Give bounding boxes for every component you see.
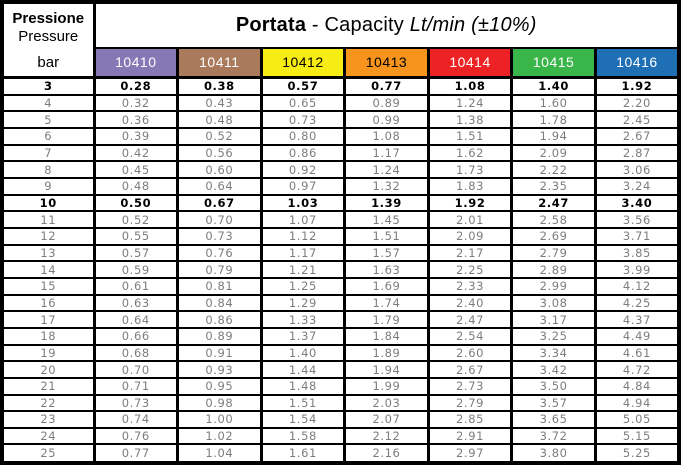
capacity-cell: 0.61 — [94, 278, 178, 295]
capacity-cell: 1.07 — [261, 211, 345, 228]
column-header-10410: 10410 — [94, 48, 178, 78]
capacity-cell: 2.16 — [345, 444, 429, 462]
capacity-cell: 3.17 — [512, 311, 596, 328]
table-row — [2, 95, 679, 112]
column-header-10412: 10412 — [261, 48, 345, 78]
capacity-cell: 3.99 — [595, 261, 679, 278]
capacity-cell: 0.52 — [94, 211, 178, 228]
capacity-cell: 4.25 — [595, 295, 679, 312]
capacity-cell: 1.37 — [261, 328, 345, 345]
capacity-cell: 2.69 — [512, 228, 596, 245]
table-title — [94, 2, 679, 48]
capacity-cell: 4.61 — [595, 345, 679, 362]
pressure-cell: 3 — [2, 78, 94, 95]
capacity-cell: 3.80 — [512, 444, 596, 462]
capacity-cell: 0.64 — [94, 311, 178, 328]
capacity-cell: 1.73 — [428, 161, 512, 178]
capacity-cell: 3.40 — [595, 195, 679, 212]
capacity-cell: 1.39 — [345, 195, 429, 212]
pressure-label-en: Pressure — [18, 28, 79, 45]
capacity-cell: 0.67 — [178, 195, 262, 212]
capacity-cell: 0.60 — [178, 161, 262, 178]
capacity-cell: 0.64 — [178, 178, 262, 195]
capacity-cell: 0.71 — [94, 378, 178, 395]
pressure-cell: 11 — [2, 211, 94, 228]
capacity-cell: 2.89 — [512, 261, 596, 278]
capacity-cell: 0.43 — [178, 95, 262, 112]
capacity-cell: 3.42 — [512, 361, 596, 378]
pressure-cell: 18 — [2, 328, 94, 345]
capacity-cell: 1.44 — [261, 361, 345, 378]
capacity-cell: 3.65 — [512, 411, 596, 428]
capacity-cell: 2.54 — [428, 328, 512, 345]
column-header-10416: 10416 — [595, 48, 679, 78]
capacity-cell: 2.07 — [345, 411, 429, 428]
capacity-cell: 0.68 — [94, 345, 178, 362]
capacity-cell: 2.45 — [595, 111, 679, 128]
capacity-cell: 5.15 — [595, 428, 679, 445]
table-row — [2, 311, 679, 328]
capacity-cell: 2.79 — [428, 395, 512, 412]
capacity-cell: 0.79 — [178, 261, 262, 278]
capacity-cell: 1.32 — [345, 178, 429, 195]
capacity-cell: 1.48 — [261, 378, 345, 395]
capacity-cell: 0.48 — [94, 178, 178, 195]
column-header-10414: 10414 — [428, 48, 512, 78]
capacity-cell: 2.58 — [512, 211, 596, 228]
pressure-cell: 5 — [2, 111, 94, 128]
capacity-cell: 1.21 — [261, 261, 345, 278]
table-row — [2, 428, 679, 445]
capacity-cell: 1.61 — [261, 444, 345, 462]
capacity-cell: 0.56 — [178, 145, 262, 162]
capacity-cell: 0.74 — [94, 411, 178, 428]
capacity-cell: 0.73 — [94, 395, 178, 412]
column-header-10411: 10411 — [178, 48, 262, 78]
capacity-cell: 0.36 — [94, 111, 178, 128]
capacity-cell: 0.73 — [178, 228, 262, 245]
pressure-cell: 23 — [2, 411, 94, 428]
capacity-cell: 2.33 — [428, 278, 512, 295]
capacity-cell: 0.95 — [178, 378, 262, 395]
pressure-cell: 12 — [2, 228, 94, 245]
capacity-cell: 0.55 — [94, 228, 178, 245]
pressure-cell: 25 — [2, 444, 94, 462]
capacity-cell: 0.76 — [94, 428, 178, 445]
pressure-cell: 9 — [2, 178, 94, 195]
table-row — [2, 111, 679, 128]
title-bold: Portata — [235, 13, 307, 36]
capacity-cell: 2.99 — [512, 278, 596, 295]
pressure-cell: 21 — [2, 378, 94, 395]
capacity-cell: 3.72 — [512, 428, 596, 445]
capacity-cell: 4.12 — [595, 278, 679, 295]
capacity-cell: 0.89 — [178, 328, 262, 345]
table-row — [2, 361, 679, 378]
capacity-cell: 1.54 — [261, 411, 345, 428]
table-row — [2, 395, 679, 412]
pressure-header — [2, 2, 94, 78]
capacity-cell: 4.94 — [595, 395, 679, 412]
capacity-cell: 1.24 — [428, 95, 512, 112]
bar-unit-label: bar — [37, 54, 60, 71]
table-row — [2, 161, 679, 178]
pressure-cell: 4 — [2, 95, 94, 112]
table-row — [2, 411, 679, 428]
capacity-cell: 3.71 — [595, 228, 679, 245]
capacity-cell: 2.79 — [512, 245, 596, 262]
capacity-cell: 1.92 — [428, 195, 512, 212]
capacity-cell: 1.94 — [345, 361, 429, 378]
capacity-cell: 1.60 — [512, 95, 596, 112]
capacity-cell: 1.40 — [512, 78, 596, 95]
capacity-cell: 2.17 — [428, 245, 512, 262]
capacity-cell: 2.01 — [428, 211, 512, 228]
capacity-cell: 1.62 — [428, 145, 512, 162]
capacity-cell: 1.51 — [345, 228, 429, 245]
pressure-label-it: Pressione — [12, 10, 85, 27]
capacity-cell: 2.87 — [595, 145, 679, 162]
table-row — [2, 378, 679, 395]
capacity-cell: 0.73 — [261, 111, 345, 128]
table-row — [2, 145, 679, 162]
capacity-cell: 1.03 — [261, 195, 345, 212]
capacity-cell: 0.98 — [178, 395, 262, 412]
table-row — [2, 195, 679, 212]
pressure-cell: 15 — [2, 278, 94, 295]
capacity-cell: 1.99 — [345, 378, 429, 395]
capacity-cell: 0.92 — [261, 161, 345, 178]
capacity-cell: 0.77 — [94, 444, 178, 462]
capacity-cell: 1.84 — [345, 328, 429, 345]
capacity-cell: 1.04 — [178, 444, 262, 462]
capacity-cell: 1.51 — [428, 128, 512, 145]
capacity-cell: 2.67 — [595, 128, 679, 145]
title-row — [2, 2, 679, 48]
capacity-cell: 1.69 — [345, 278, 429, 295]
table-row — [2, 211, 679, 228]
capacity-cell: 0.93 — [178, 361, 262, 378]
capacity-cell: 2.60 — [428, 345, 512, 362]
model-header-row — [2, 48, 679, 78]
capacity-cell: 0.70 — [94, 361, 178, 378]
capacity-cell: 0.28 — [94, 78, 178, 95]
capacity-cell: 4.84 — [595, 378, 679, 395]
capacity-cell: 1.51 — [261, 395, 345, 412]
capacity-cell: 0.80 — [261, 128, 345, 145]
capacity-cell: 0.32 — [94, 95, 178, 112]
capacity-cell: 1.83 — [428, 178, 512, 195]
capacity-cell: 1.45 — [345, 211, 429, 228]
column-header-10415: 10415 — [512, 48, 596, 78]
capacity-cell: 2.67 — [428, 361, 512, 378]
capacity-cell: 3.56 — [595, 211, 679, 228]
table-row — [2, 128, 679, 145]
table-row — [2, 278, 679, 295]
capacity-cell: 0.59 — [94, 261, 178, 278]
capacity-cell: 5.05 — [595, 411, 679, 428]
pressure-cell: 24 — [2, 428, 94, 445]
capacity-cell: 2.22 — [512, 161, 596, 178]
capacity-cell: 0.70 — [178, 211, 262, 228]
capacity-cell: 0.66 — [94, 328, 178, 345]
capacity-cell: 2.20 — [595, 95, 679, 112]
capacity-cell: 0.99 — [345, 111, 429, 128]
capacity-cell: 0.84 — [178, 295, 262, 312]
capacity-cell: 1.94 — [512, 128, 596, 145]
capacity-cell: 0.86 — [261, 145, 345, 162]
table-row — [2, 444, 679, 462]
capacity-cell: 2.47 — [428, 311, 512, 328]
capacity-cell: 1.17 — [261, 245, 345, 262]
capacity-cell: 1.00 — [178, 411, 262, 428]
pressure-cell: 10 — [2, 195, 94, 212]
title-regular: - Capacity — [306, 13, 410, 36]
capacity-cell: 2.40 — [428, 295, 512, 312]
capacity-cell: 1.08 — [345, 128, 429, 145]
capacity-cell: 2.91 — [428, 428, 512, 445]
pressure-cell: 8 — [2, 161, 94, 178]
capacity-cell: 3.50 — [512, 378, 596, 395]
capacity-cell: 0.52 — [178, 128, 262, 145]
capacity-cell: 0.39 — [94, 128, 178, 145]
column-header-10413: 10413 — [345, 48, 429, 78]
table-row — [2, 228, 679, 245]
capacity-cell: 0.91 — [178, 345, 262, 362]
capacity-cell: 1.38 — [428, 111, 512, 128]
capacity-cell: 0.50 — [94, 195, 178, 212]
pressure-cell: 16 — [2, 295, 94, 312]
capacity-cell: 1.08 — [428, 78, 512, 95]
capacity-cell: 4.72 — [595, 361, 679, 378]
pressure-cell: 6 — [2, 128, 94, 145]
capacity-cell: 1.78 — [512, 111, 596, 128]
capacity-cell: 0.63 — [94, 295, 178, 312]
capacity-cell: 2.73 — [428, 378, 512, 395]
capacity-cell: 0.89 — [345, 95, 429, 112]
table-row — [2, 295, 679, 312]
capacity-cell: 3.85 — [595, 245, 679, 262]
capacity-cell: 1.92 — [595, 78, 679, 95]
pressure-cell: 22 — [2, 395, 94, 412]
capacity-cell: 0.42 — [94, 145, 178, 162]
capacity-cell: 1.89 — [345, 345, 429, 362]
capacity-cell: 2.09 — [428, 228, 512, 245]
capacity-cell: 0.76 — [178, 245, 262, 262]
capacity-cell: 5.25 — [595, 444, 679, 462]
capacity-cell: 0.65 — [261, 95, 345, 112]
table-row — [2, 328, 679, 345]
capacity-cell: 1.57 — [345, 245, 429, 262]
capacity-cell: 0.48 — [178, 111, 262, 128]
capacity-cell: 1.24 — [345, 161, 429, 178]
capacity-cell: 0.57 — [94, 245, 178, 262]
capacity-cell: 3.57 — [512, 395, 596, 412]
capacity-cell: 0.97 — [261, 178, 345, 195]
capacity-cell: 2.25 — [428, 261, 512, 278]
table-row — [2, 245, 679, 262]
pressure-cell: 19 — [2, 345, 94, 362]
capacity-cell: 1.63 — [345, 261, 429, 278]
capacity-cell: 1.29 — [261, 295, 345, 312]
table-row — [2, 178, 679, 195]
table-row — [2, 345, 679, 362]
title-italic: Lt/min (±10%) — [409, 13, 537, 36]
capacity-cell: 3.08 — [512, 295, 596, 312]
capacity-cell: 1.58 — [261, 428, 345, 445]
pressure-cell: 14 — [2, 261, 94, 278]
capacity-cell: 1.40 — [261, 345, 345, 362]
capacity-cell: 0.38 — [178, 78, 262, 95]
capacity-cell: 2.85 — [428, 411, 512, 428]
capacity-cell: 3.25 — [512, 328, 596, 345]
pressure-cell: 20 — [2, 361, 94, 378]
capacity-cell: 1.17 — [345, 145, 429, 162]
capacity-cell: 2.03 — [345, 395, 429, 412]
capacity-cell: 0.45 — [94, 161, 178, 178]
capacity-cell: 0.81 — [178, 278, 262, 295]
table-row — [2, 261, 679, 278]
capacity-cell: 4.37 — [595, 311, 679, 328]
table-row — [2, 78, 679, 95]
capacity-cell: 3.06 — [595, 161, 679, 178]
capacity-cell: 2.09 — [512, 145, 596, 162]
capacity-cell: 1.74 — [345, 295, 429, 312]
capacity-cell: 1.79 — [345, 311, 429, 328]
capacity-cell: 2.97 — [428, 444, 512, 462]
capacity-cell: 0.77 — [345, 78, 429, 95]
capacity-cell: 1.02 — [178, 428, 262, 445]
capacity-cell: 0.86 — [178, 311, 262, 328]
pressure-cell: 7 — [2, 145, 94, 162]
pressure-cell: 17 — [2, 311, 94, 328]
capacity-cell: 2.47 — [512, 195, 596, 212]
capacity-cell: 1.25 — [261, 278, 345, 295]
capacity-cell: 0.57 — [261, 78, 345, 95]
capacity-cell: 2.35 — [512, 178, 596, 195]
capacity-cell: 1.12 — [261, 228, 345, 245]
capacity-cell: 2.12 — [345, 428, 429, 445]
capacity-cell: 4.49 — [595, 328, 679, 345]
capacity-cell: 3.34 — [512, 345, 596, 362]
pressure-cell: 13 — [2, 245, 94, 262]
capacity-cell: 1.33 — [261, 311, 345, 328]
capacity-cell: 3.24 — [595, 178, 679, 195]
